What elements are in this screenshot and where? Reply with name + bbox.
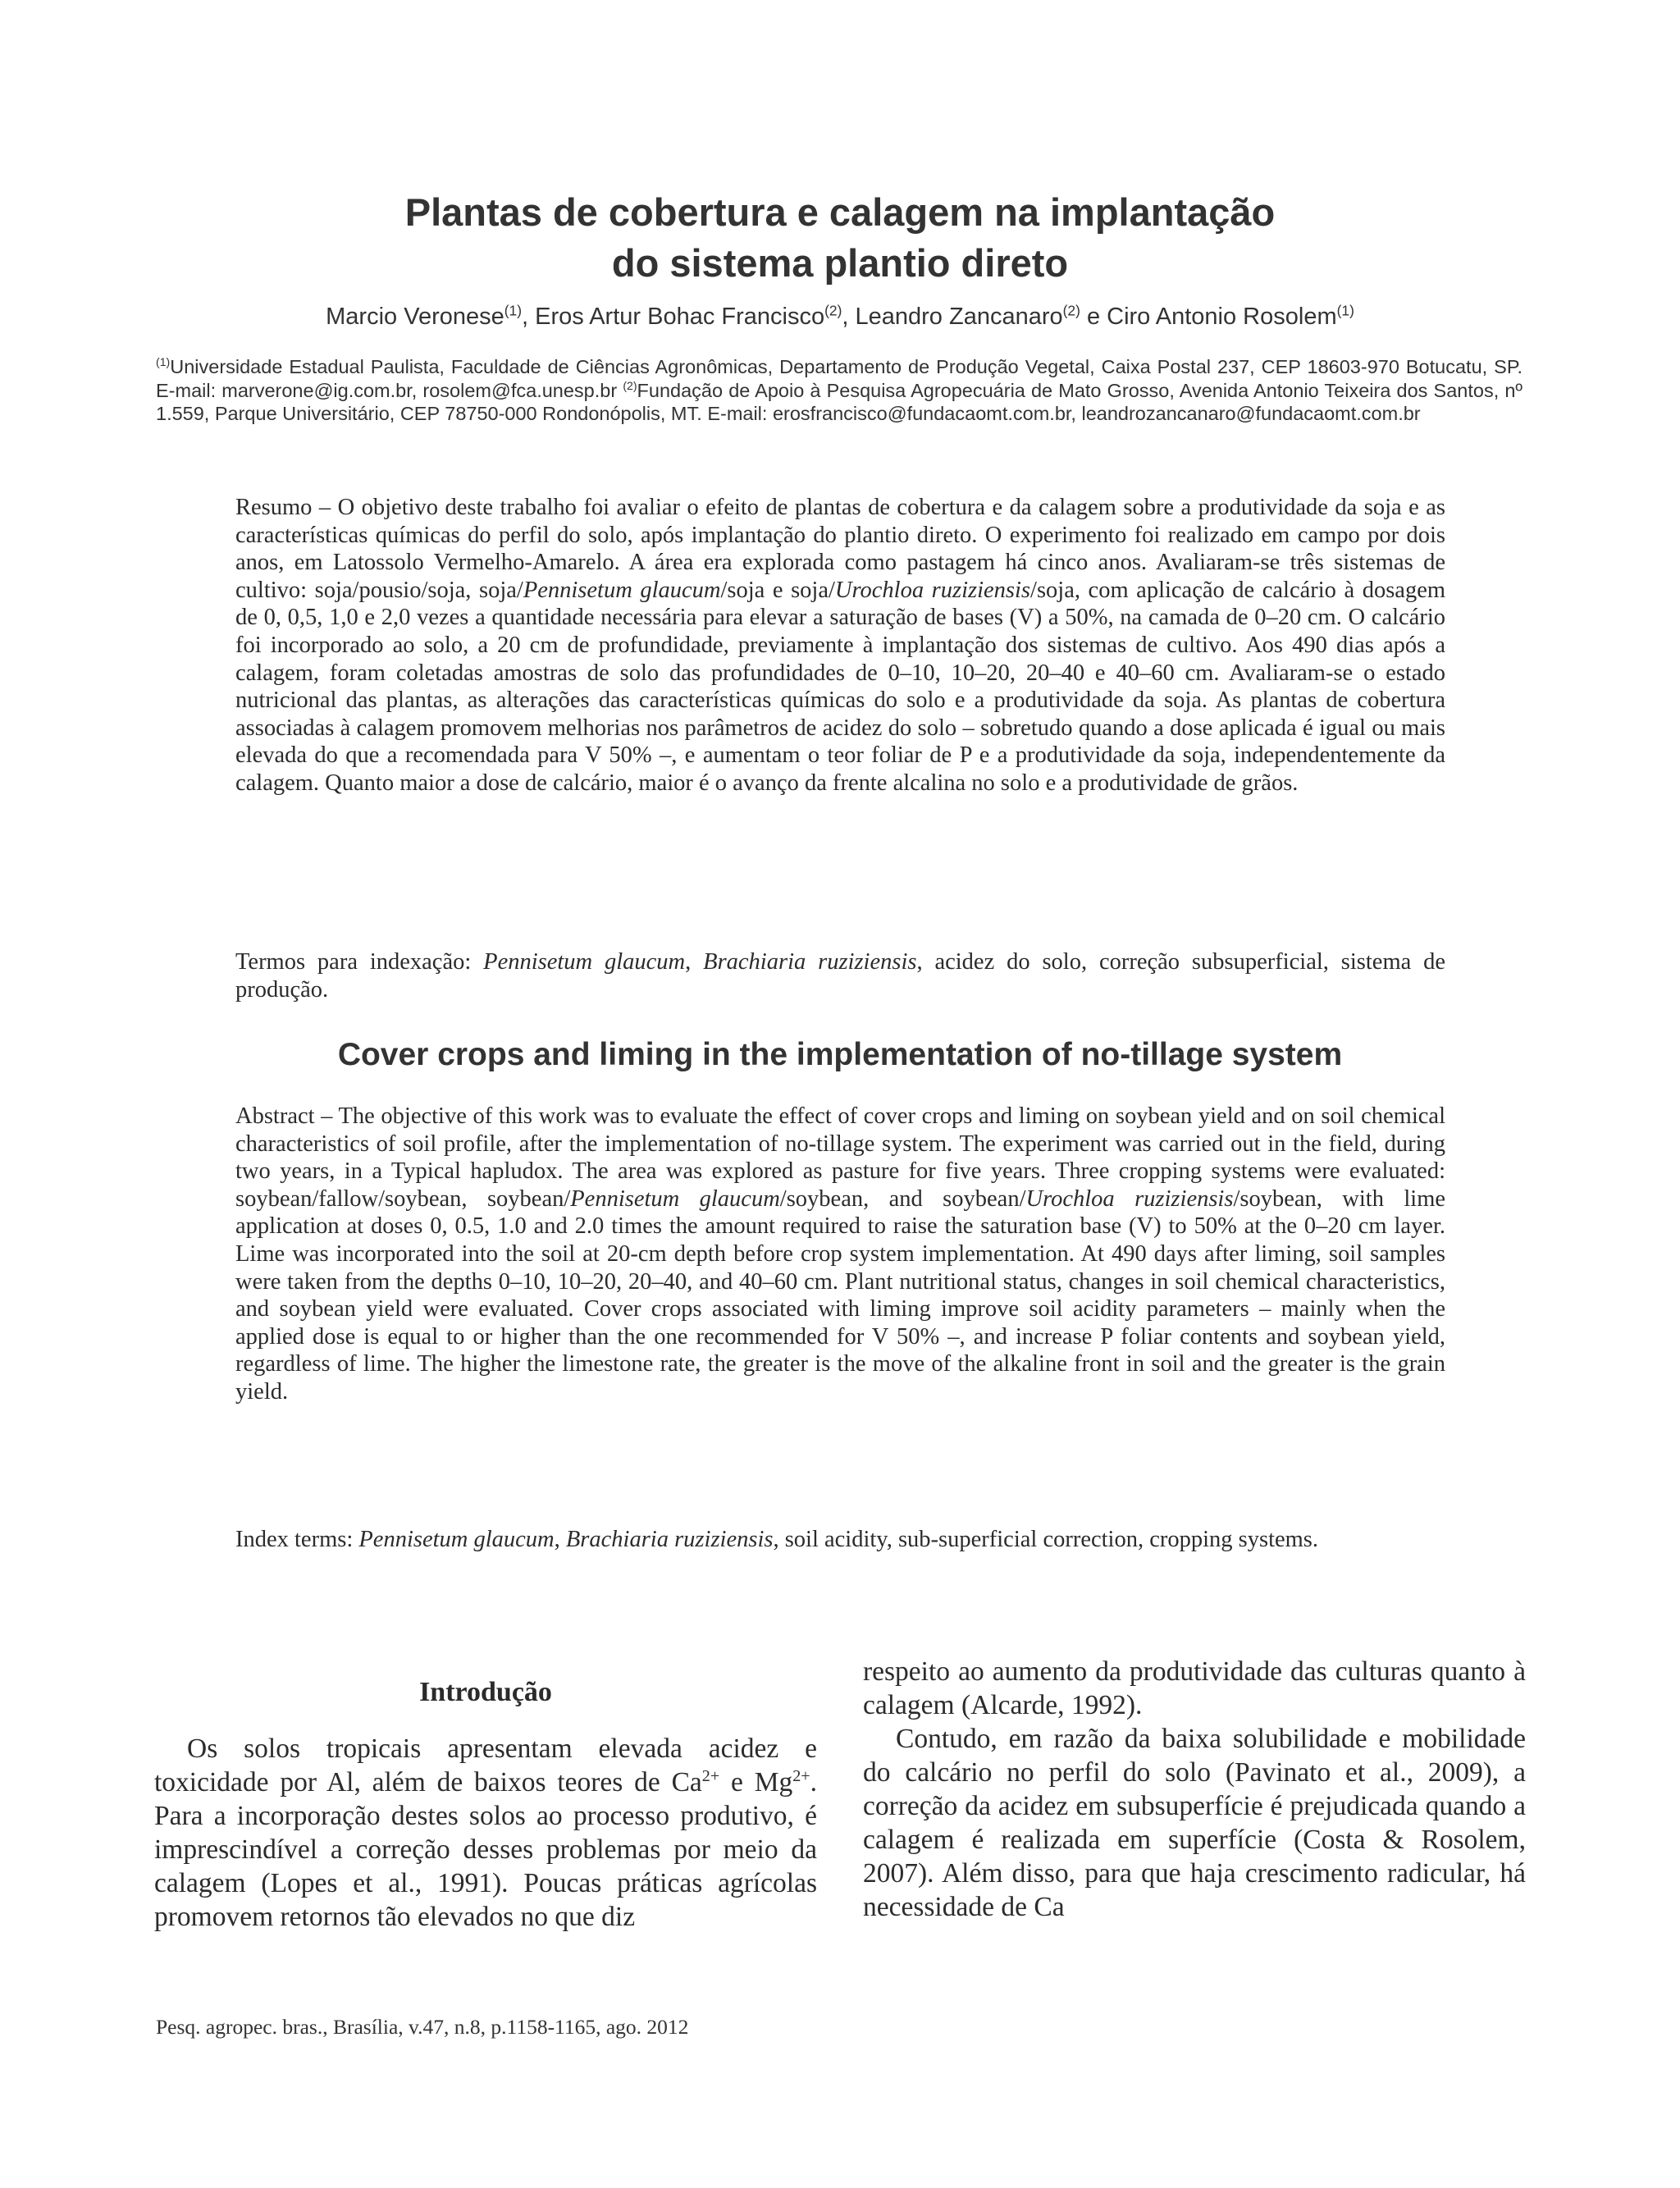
paper-title	[0, 187, 1680, 289]
body-column-right	[863, 1655, 1526, 1924]
affil-2-marker: (2)	[623, 378, 637, 392]
termos-species-2: Brachiaria ruziziensis	[703, 949, 917, 975]
author-1-affil: (1)	[504, 302, 523, 319]
intro-p1-text-b: e Mg	[719, 1767, 793, 1797]
termos-sep: ,	[685, 949, 704, 975]
resumo-text-3: /soja, com aplicação de calcário à dosagem de 0, 0,5, 1,0 e 2,0 vezes a quantidade necessária para elevar a saturação de bases (V) a 50%, na camada de 0–20 cm. O calcário foi incorporado ao solo, a 20 cm de profundidade, previamente à implantação dos sistemas de cultivo. Aos 490 dias após a calagem, foram coletadas amostras de solo das profundidades de 0–10, 10–20, 20–40 e 40–60 cm. Avaliaram-se o estado nutricional das plantas, as alterações das características químicas do solo e a produtividade da soja. As plantas de cobertura associadas à calagem promovem melhorias nos parâmetros de acidez do solo – sobretudo quando a dose aplicada é igual ou mais elevada do que a recomendada para V 50% –, e aumentam o teor foliar de P e a produtividade da soja, independentemente da calagem. Quanto maior a dose de calcário, maior é o avanço da frente alcalina no solo e a produtividade de grãos.	[235, 577, 1446, 796]
affil-2-text: Fundação de Apoio à Pesquisa Agropecuária de Mato Grosso, Avenida Antonio Teixeira dos Santos, nº 1.559, Parque Universitário, CEP 78750-000 Rondonópolis, MT. E-mail: erosfrancisco@fundacaomt.com.br, leandrozancanaro@fundacaomt.com.br	[156, 379, 1523, 424]
body-column-left	[154, 1655, 817, 1934]
index-label: Index terms:	[235, 1527, 359, 1552]
ca-charge: 2+	[701, 1766, 720, 1785]
title-line-1: Plantas de cobertura e calagem na implantação	[404, 190, 1276, 234]
author-4-affil: (1)	[1336, 302, 1354, 319]
mg-charge: 2+	[792, 1766, 810, 1785]
abstract-species-2: Urochloa ruziziensis	[1025, 1185, 1234, 1212]
title-line-2: do sistema plantio direto	[611, 241, 1069, 285]
abstract-text-2: /soybean, and soybean/	[779, 1185, 1026, 1212]
journal-citation-footer: Pesq. agropec. bras., Brasília, v.47, n.8, p.1158-1165, ago. 2012	[156, 2015, 689, 2039]
resumo-text-2: /soja e soja/	[720, 577, 835, 603]
affil-1-marker: (1)	[156, 355, 171, 369]
author-1: Marcio Veronese	[326, 304, 504, 330]
author-list	[0, 300, 1680, 333]
intro-paragraph-1	[154, 1732, 817, 1934]
resumo-text-1: Resumo – O objetivo deste trabalho foi avaliar o efeito de plantas de cobertura e da calagem sobre a produtividade da soja e as características químicas do perfil do solo, após implantação do plantio direto. O experimento foi realizado em campo por dois anos, em Latossolo Vermelho-Amarelo. A área era explorada como pastagem há cinco anos. Avaliaram-se três sistemas de cultivo: soja/pousio/soja, soja/	[235, 495, 1445, 603]
resumo-species-1: Pennisetum glaucum	[523, 577, 721, 603]
author-3-affil: (2)	[1062, 302, 1080, 319]
termos-label: Termos para indexação:	[235, 949, 484, 975]
index-species-1: Pennisetum glaucum	[358, 1527, 555, 1552]
index-terms	[235, 1526, 1445, 1554]
intro-p1-text-c: . Para a incorporação destes solos ao processo produtivo, é imprescindível a correção desses problemas por meio da calagem (Lopes et al., 1991). Poucas práticas agrícolas promovem retornos tão elevados no que diz	[154, 1767, 818, 1932]
termos-rest: , acidez do solo, correção subsuperficial, sistema de produção.	[235, 949, 1446, 1003]
termos-species-1: Pennisetum glaucum	[483, 949, 686, 975]
author-4: e Ciro Antonio Rosolem	[1080, 304, 1337, 330]
author-2-affil: (2)	[824, 302, 842, 319]
termos-indexacao	[235, 948, 1445, 1003]
index-rest: , soil acidity, sub-superficial correction, cropping systems.	[773, 1527, 1319, 1552]
index-sep: ,	[554, 1527, 566, 1552]
abstract-species-1: Pennisetum glaucum	[570, 1185, 780, 1212]
abstract-text-3: /soybean, with lime application at doses 0, 0.5, 1.0 and 2.0 times the amount required to raise the saturation base (V) to 50% at the 0–20 cm layer. Lime was incorporated into the soil at 20-cm depth before crop system implementation. At 490 days after liming, soil samples were taken from the depths 0–10, 10–20, 20–40, and 40–60 cm. Plant nutritional status, changes in soil chemical characteristics, and soybean yield were evaluated. Cover crops associated with liming improve soil acidity parameters – mainly when the applied dose is equal to or higher than the one recommended for V 50% –, and increase P foliar contents and soybean yield, regardless of lime. The higher the limestone rate, the greater is the move of the alkaline front in soil and the greater is the grain yield.	[235, 1185, 1446, 1405]
abstract-paragraph	[235, 1103, 1445, 1406]
author-3: , Leandro Zancanaro	[842, 304, 1063, 330]
section-heading-introducao: Introdução	[419, 1677, 552, 1707]
intro-p1-text-a: Os solos tropicais apresentam elevada acidez e toxicidade por Al, além de baixos teores de Ca	[154, 1733, 817, 1797]
abstract-text-1: Abstract – The objective of this work was to evaluate the effect of cover crops and liming on soybean yield and on soil chemical characteristics of soil profile, after the implementation of no-tillage system. The experiment was carried out in the field, during two years, in a Typical hapludox. The area was explored as pasture for five years. Three cropping systems were evaluated: soybean/fallow/soybean, soybean/	[235, 1103, 1445, 1212]
intro-paragraph-2: Contudo, em razão da baixa solubilidade e mobilidade do calcário no perfil do solo (Pavinato et al., 2009), a correção da acidez em subsuperfície é prejudicada quando a calagem é realizada em superfície (Costa & Rosolem, 2007). Além disso, para que haja crescimento radicular, há necessidade de Ca	[863, 1724, 1526, 1922]
affiliations	[156, 355, 1522, 426]
english-title: Cover crops and liming in the implementation of no-tillage system	[337, 1037, 1343, 1072]
intro-paragraph-1-cont: respeito ao aumento da produtividade das culturas quanto à calagem (Alcarde, 1992).	[863, 1656, 1526, 1720]
resumo-paragraph	[235, 494, 1445, 797]
index-species-2: Brachiaria ruziziensis	[565, 1527, 774, 1552]
resumo-species-2: Urochloa ruziziensis	[834, 577, 1031, 603]
affil-1-text: Universidade Estadual Paulista, Faculdade de Ciências Agronômicas, Departamento de Produção Vegetal, Caixa Postal 237, CEP 18603-970 Botucatu, SP. E-mail: marverone@ig.com.br, rosolem@fca.unesp.br	[156, 356, 1522, 401]
author-2: , Eros Artur Bohac Francisco	[522, 304, 825, 330]
